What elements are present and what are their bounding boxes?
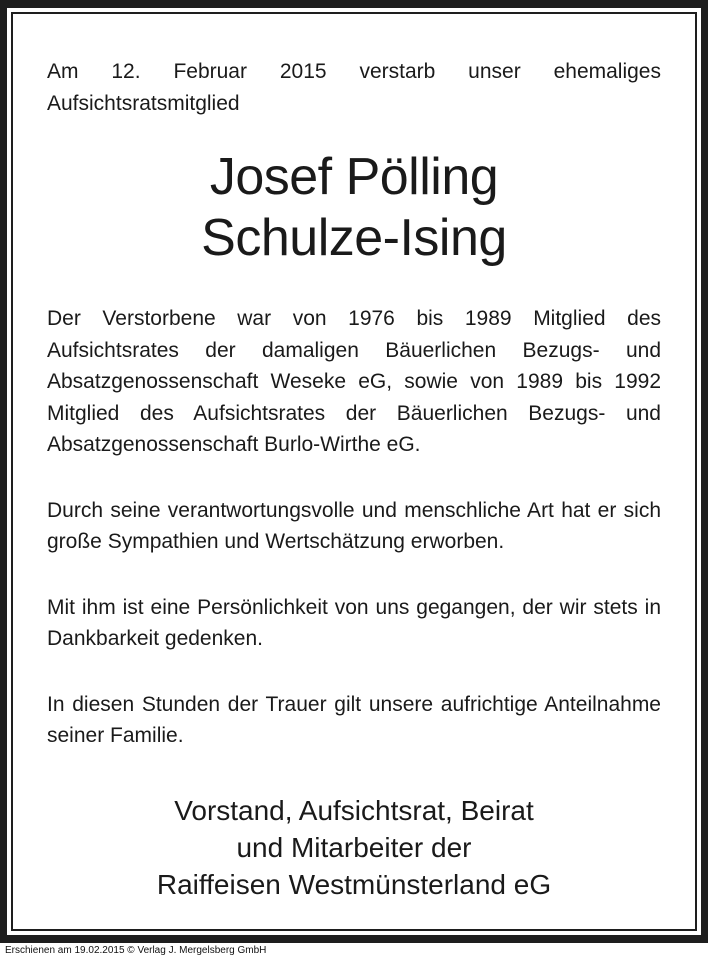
- intro-text: Am 12. Februar 2015 verstarb unser ehemaliges Aufsichtsratsmitglied: [47, 60, 661, 115]
- publication-footer: Erschienen am 19.02.2015 © Verlag J. Mergelsberg GmbH: [5, 945, 267, 956]
- deceased-name-line2: Schulze-Ising: [201, 209, 507, 267]
- deceased-name-line1: Josef Pölling: [209, 148, 499, 206]
- signature-line1: Vorstand, Aufsichtsrat, Beirat: [174, 794, 534, 826]
- tribute-paragraph: Durch seine verantwortungsvolle und menschliche Art hat er sich große Sympathien und Wertschätzung erworben.: [47, 498, 661, 553]
- signature-block: [47, 792, 661, 903]
- biography-paragraph: Der Verstorbene war von 1976 bis 1989 Mitglied des Aufsichtsrates der damaligen Bäuerlichen Bezugs- und Absatzgenossenschaft Weseke eG, sowie von 1989 bis 1992 Mitglied des Aufsichtsrates der Bäuerlichen Bezugs- und Absatzgenossenschaft Burlo-Wirthe eG.: [47, 307, 661, 456]
- condolence-paragraph: In diesen Stunden der Trauer gilt unsere aufrichtige Anteilnahme seiner Familie.: [47, 692, 661, 747]
- deceased-name: [47, 147, 661, 269]
- signature-line3: Raiffeisen Westmünsterland eG: [156, 868, 552, 900]
- obituary-notice: [47, 56, 661, 903]
- signature-line2: und Mitarbeiter der: [236, 831, 472, 863]
- remembrance-paragraph: Mit ihm ist eine Persönlichkeit von uns gegangen, der wir stets in Dankbarkeit gedenken.: [47, 595, 661, 650]
